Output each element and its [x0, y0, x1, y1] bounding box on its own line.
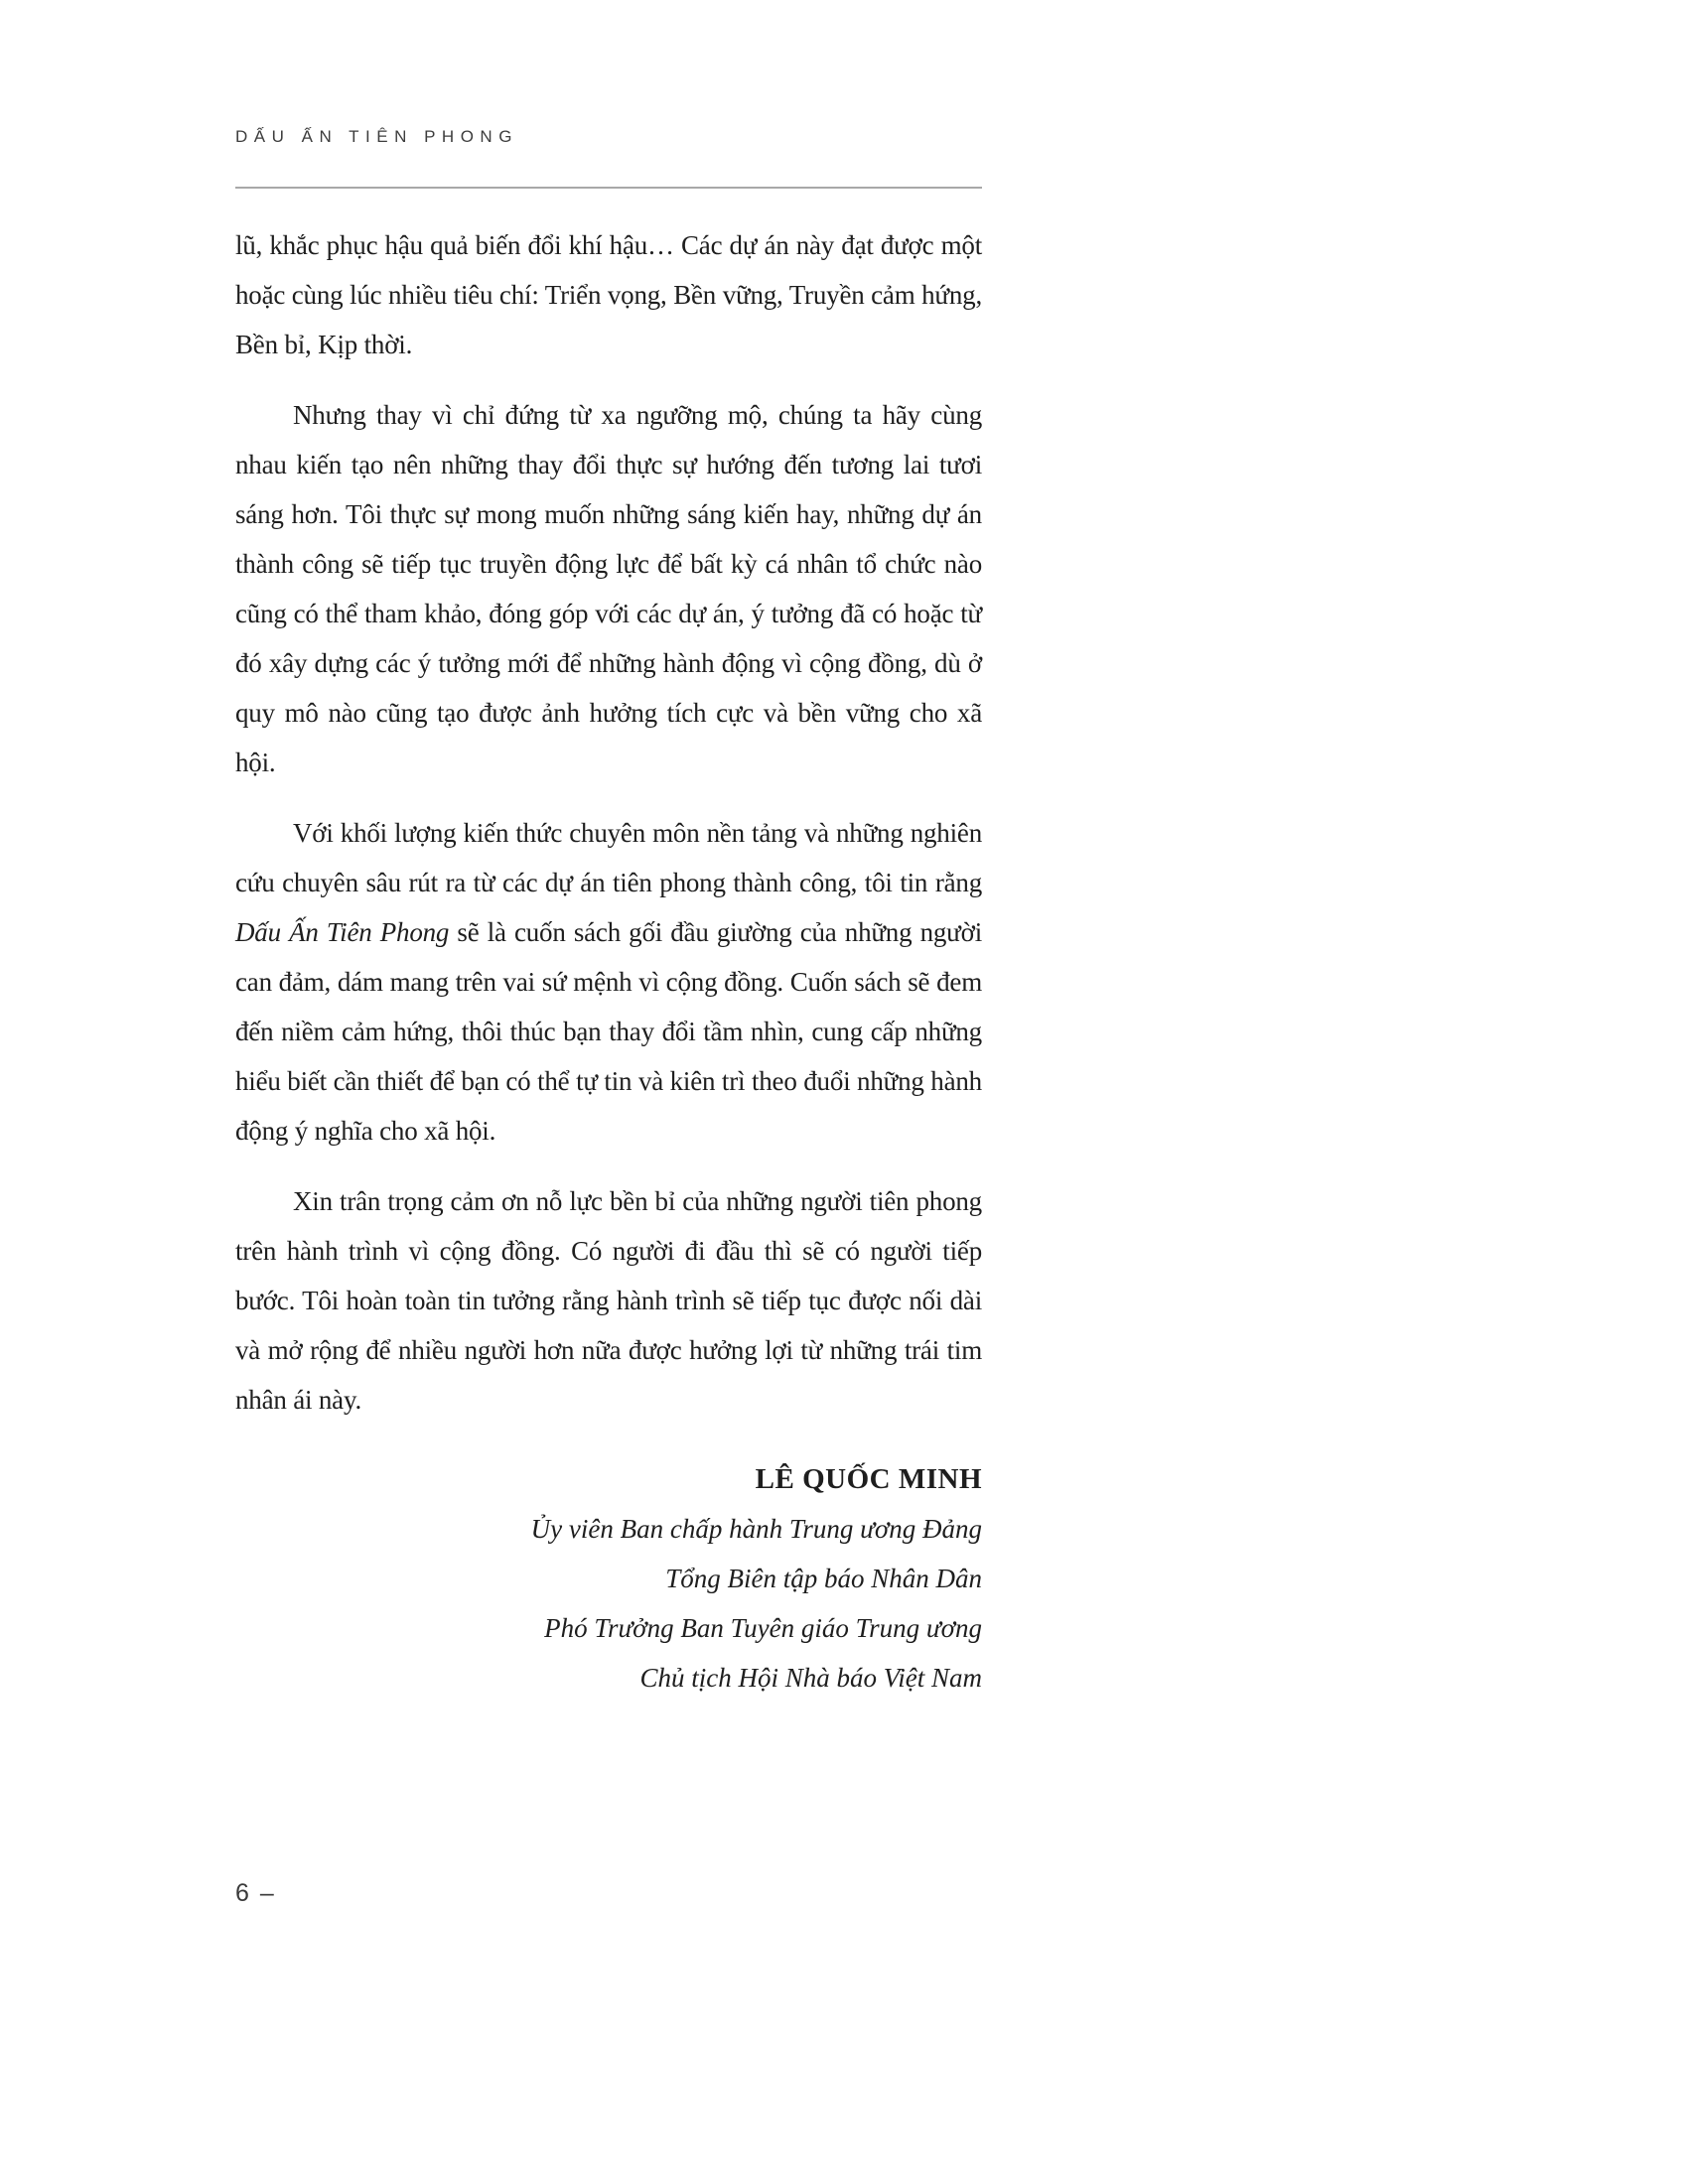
header-rule — [235, 187, 982, 189]
paragraph — [235, 390, 982, 787]
signature-title: Tổng Biên tập báo Nhân Dân — [665, 1564, 982, 1593]
signature-block — [235, 1454, 982, 1703]
paragraph-text: lũ, khắc phục hậu quả biến đổi khí hậu… Các dự án này đạt được một hoặc cùng lúc nhiều tiêu chí: Triển vọng, Bền vững, Truyền cảm hứng, Bền bỉ, Kịp thời. — [235, 230, 982, 359]
running-head: DẤU ẤN TIÊN PHONG — [235, 127, 518, 146]
signature-name: LÊ QUỐC MINH — [755, 1463, 982, 1495]
paragraph — [235, 1176, 982, 1425]
paragraph-text: Với khối lượng kiến thức chuyên môn nền tảng và những nghiên cứu chuyên sâu rút ra từ các dự án tiên phong thành công, tôi tin rằng — [235, 818, 982, 897]
page-number: 6 – — [235, 1879, 276, 1907]
signature-title: Chủ tịch Hội Nhà báo Việt Nam — [639, 1663, 982, 1693]
page-content — [235, 127, 982, 1703]
signature-title: Phó Trưởng Ban Tuyên giáo Trung ương — [544, 1613, 982, 1643]
paragraphs — [235, 220, 982, 1425]
paragraph — [235, 808, 982, 1156]
book-title-italic: Dấu Ấn Tiên Phong — [235, 917, 450, 947]
signature-title: Ủy viên Ban chấp hành Trung ương Đảng — [530, 1514, 982, 1544]
signature-titles — [235, 1504, 982, 1703]
paragraph-text: Xin trân trọng cảm ơn nỗ lực bền bỉ của những người tiên phong trên hành trình vì cộng đồng. Có người đi đầu thì sẽ có người tiếp bước. Tôi hoàn toàn tin tưởng rằng hành trình sẽ tiếp tục được nối dài và mở rộng để nhiều người hơn nữa được hưởng lợi từ những trái tim nhân ái này. — [235, 1186, 982, 1415]
paragraph — [235, 220, 982, 369]
paragraph-text: sẽ là cuốn sách gối đầu giường của những người can đảm, dám mang trên vai sứ mệnh vì cộng đồng. Cuốn sách sẽ đem đến niềm cảm hứng, thôi thúc bạn thay đổi tầm nhìn, cung cấp những hiểu biết cần thiết để bạn có thể tự tin và kiên trì theo đuổi những hành động ý nghĩa cho xã hội. — [235, 917, 982, 1146]
paragraph-text: Nhưng thay vì chỉ đứng từ xa ngưỡng mộ, chúng ta hãy cùng nhau kiến tạo nên những thay đổi thực sự hướng đến tương lai tươi sáng hơn. Tôi thực sự mong muốn những sáng kiến hay, những dự án thành công sẽ tiếp tục truyền động lực để bất kỳ cá nhân tổ chức nào cũng có thể tham khảo, đóng góp với các dự án, ý tưởng đã có hoặc từ đó xây dựng các ý tưởng mới để những hành động vì cộng đồng, dù ở quy mô nào cũng tạo được ảnh hưởng tích cực và bền vững cho xã hội. — [235, 400, 982, 777]
